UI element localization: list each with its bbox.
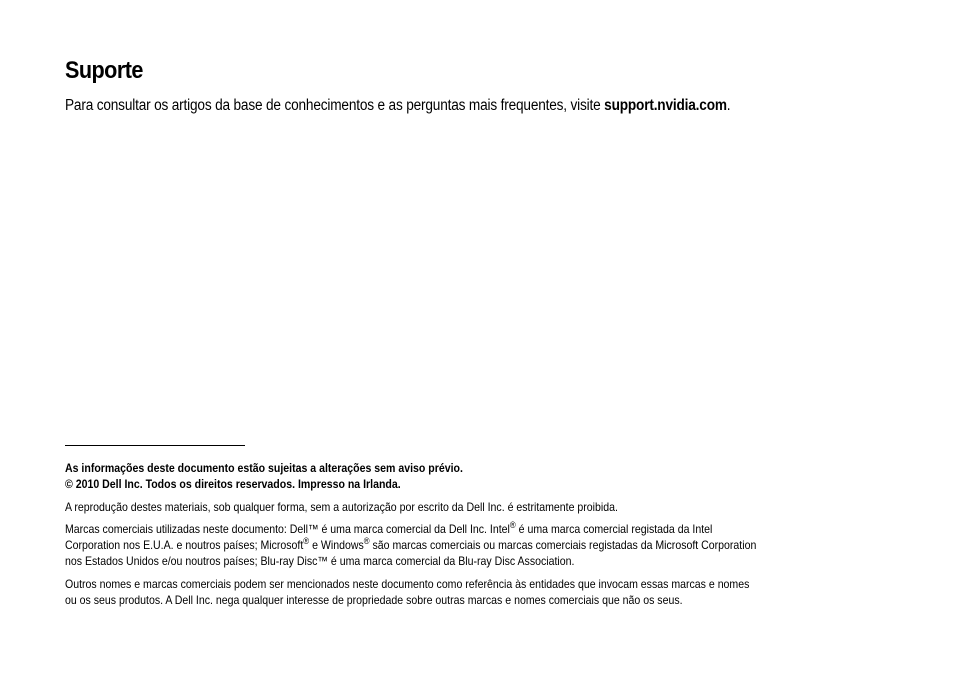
trademarks-line-1: [65, 521, 857, 537]
other-names-notice: [65, 576, 857, 608]
footnote-separator: [65, 445, 245, 446]
registered-mark: ®: [509, 520, 516, 530]
page-title: Suporte: [65, 57, 143, 84]
support-link: support.nvidia.com: [604, 97, 727, 114]
registered-mark: ®: [363, 536, 370, 546]
support-intro-paragraph: [65, 97, 730, 115]
notice-line-1: As informações deste documento estão sujeitas a alterações sem aviso prévio.: [65, 461, 463, 475]
other-names-line-2: ou os seus produtos. A Dell Inc. nega qualquer interesse de propriedade sobre outras marcas e nomes comerciais que não os seus.: [65, 593, 683, 607]
trademarks-notice: [65, 521, 857, 569]
support-intro-end: .: [726, 97, 731, 114]
reproduction-notice: A reprodução destes materiais, sob qualquer forma, sem a autorização por escrito da Dell Inc. é estritamente proibida.: [65, 500, 618, 514]
legal-notice: [65, 460, 857, 492]
trademarks-line-3: nos Estados Unidos e/ou noutros países; Blu-ray Disc™ é uma marca comercial da Blu-ray Disc Association.: [65, 554, 575, 568]
other-names-line-1: Outros nomes e marcas comerciais podem ser mencionados neste documento como referência às entidades que invocam essas marcas e nomes: [65, 577, 750, 591]
trademarks-text-1: Marcas comerciais utilizadas neste documento: Dell™ é uma marca comercial da Dell Inc. Intel: [65, 522, 510, 536]
support-intro-text: Para consultar os artigos da base de conhecimentos e as perguntas mais frequentes, visite: [65, 97, 605, 114]
notice-line-2: © 2010 Dell Inc. Todos os direitos reservados. Impresso na Irlanda.: [65, 477, 401, 491]
trademarks-text-4: e Windows: [309, 538, 364, 552]
trademarks-text-5: são marcas comerciais ou marcas comerciais registadas da Microsoft Corporation: [369, 538, 757, 552]
registered-mark: ®: [303, 536, 310, 546]
trademarks-text-2: é uma marca comercial registada da Intel: [515, 522, 713, 536]
trademarks-line-2: [65, 537, 857, 553]
trademarks-text-3: Corporation nos E.U.A. e noutros países; Microsoft: [65, 538, 304, 552]
